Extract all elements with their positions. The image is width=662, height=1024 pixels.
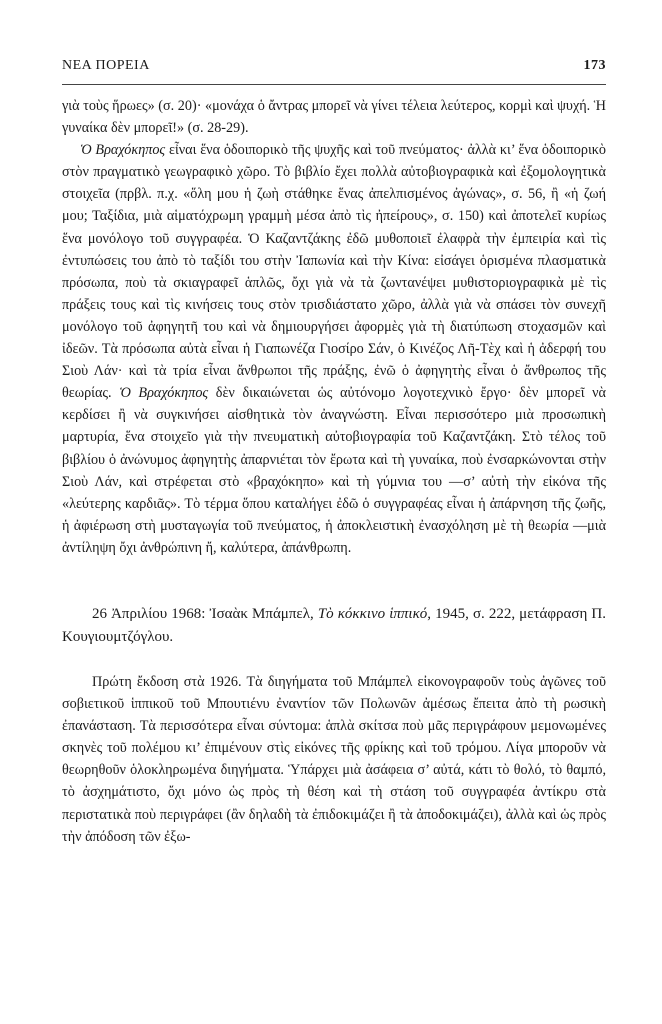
book-title: Ὁ Βραχόκηπος [80,142,166,159]
entry-paragraph: Πρώτη ἔκδοση στὰ 1926. Τὰ διηγήματα τοῦ Μπάμπελ εἰκονογραφοῦν τοὺς ἀγῶνες τοῦ σοβιετικοῦ ἱππικοῦ τοῦ Μπουτιένυ ἐναντίον τῶν Πολωνῶν ἀμέσως ἔπειτα ἀπὸ τὴ ρωσικὴ ἐπανάσταση. Τὰ περισσότερα εἶναι σύντομα: ἁπλὰ σκίτσα ποὺ μᾶς περιγράφουν μεμονωμένες σκηνὲς τοῦ πολέμου κι’ ἐπιμένουν στὶς εἰκόνες τῆς φρίκης καὶ τοῦ τρόμου. Λίγα μποροῦν νὰ θεωρηθοῦν ὁλοκληρωμένα διηγήματα. Ὑπάρχει μιὰ ἀσάφεια σ’ αὐτά, κάτι τὸ θολό, τὸ θαμπό, τὸ ἀσχημάτιστο, ὄχι μόνο ὡς πρὸς τὴ θέση καὶ τὴ στάση τοῦ συγγραφέα ἀντίκρυ στὰ περιστατικὰ ποὺ περιγράφει (ἂν δηλαδὴ τὰ ἐπιδοκιμάζει ἢ τὰ ἀποδοκιμάζει), ἀλλὰ καὶ ὡς πρὸς τὴν ἀπόδοση τῶν ἐξω- [62,673,606,845]
paragraph-main [62,139,606,559]
paragraph-text: εἶναι ἕνα ὁδοιπορικὸ τῆς ψυχῆς καὶ τοῦ πνεύματος· ἀλλὰ κι’ ἕνα ὁδοιπορικὸ στὸν πραγματικὸ γεωγραφικὸ χῶρο. Τὸ βιβλίο ἔχει πολλὰ αὐτοβιογραφικὰ καὶ ἐξομολογητικὰ στοιχεῖα (πρβλ. π.χ. «ὅλη μου ἡ ζωὴ στάθηκε ἕνας ἀπελπισμένος ἀγώνας», σ. 56, ἢ «ἡ ζωή μου; Ταξίδια, μιὰ αἱματόχρωμη γραμμὴ μέσα ἀπὸ τὶς ἠπείρους», σ. 150) καὶ ἀποτελεῖ κυρίως ἕνα μονόλογο τοῦ συγγραφέα. Ὁ Καζαντζάκης ἐδῶ μυθοποιεῖ ἐλαφρὰ τὴν ἐμπειρία καὶ τὶς ἐντυπώσεις του ἀπὸ τὸ ταξίδι του στὴν Ἰαπωνία καὶ τὴν Κίνα: εἰσάγει ὁρισμένα πλασματικὰ πρόσωπα, ποὺ τὰ σκιαγραφεῖ ἁπλῶς, ὄχι γιὰ νὰ τὰ ζωντανέψει μυθιστοριογραφικὰ μὲ τὶς πράξεις τους καὶ τὶς κινήσεις τους στὸν τρισδιάστατο χῶρο, ἀλλὰ γιὰ νὰ σπάσει τὸν συνεχῆ μονόλογο τοῦ ἀφηγητῆ του καὶ νὰ δημιουργήσει ἀφορμὲς γιὰ τὴ διατύπωση στοχασμῶν καὶ ἰδεῶν. Τὰ πρόσωπα αὐτὰ εἶναι ἡ Γιαπωνέζα Γιοσίρο Σάν, ὁ Κινέζος Λῆ-Τὲχ καὶ ἡ ἀδερφή του Σιοὺ Λάν· καὶ τὰ τρία εἶναι ἄνθρωποι τῆς πράξης, ἐνῶ ὁ ἀφηγητὴς εἶναι ὁ ἄνθρωπος τῆς θεωρίας. [62,142,607,402]
running-header [62,58,606,85]
paragraph-text-cont: δὲν δικαιώνεται ὡς αὐτόνομο λογοτεχνικὸ ἔργο· δὲν μπορεῖ νὰ κερδίσει ἢ νὰ συγκινήσει αἰσθητικὰ τὸν ἀναγνώστη. Εἶναι περισσότερο μιὰ προσωπικὴ μαρτυρία, ἕνα στοιχεῖο γιὰ τὴν πνευματικὴ αὐτοβιογραφία τοῦ Καζαντζάκη. Στὸ τέλος τοῦ βιβλίου ὁ ἀνώνυμος ἀφηγητὴς ἀπαρνιέται τὸν ἔρωτα καὶ τὴ γυναίκα, ποὺ ἐνσαρκώνονται στὴν Σιοὺ Λάν, καὶ στρέφεται στὸ «βραχόκηπο» καὶ τὴ γύμνια του —σ’ αὐτὴ τὴν εἰκόνα τῆς «λεύτερης καρδιᾶς». Τὸ τέρμα ὅπου καταλήγει ἐδῶ ὁ συγγραφέας εἶναι ἡ ἀπάρνηση τῆς ζωῆς, ἡ ἀφιέρωση στὴ μυσταγωγία τοῦ πνεύματος, ἡ ἀποκλειστικὴ ἐνασχόληση μὲ τὴ θεωρία —μιὰ ἀντίληψη ὄχι ἀνθρώπινη ἤ, καλύτερα, ἀπάνθρωπη. [62,385,606,556]
entry-book-title: Τὸ κόκκινο ἱππικό [317,605,428,622]
entry-heading [62,603,606,649]
entry-details: , 1945, σ. 222, μετάφραση Π. Κουγιουμτζόγλου. [62,605,606,645]
entry-author: Ἰσαὰκ Μπάμπελ, [209,605,318,622]
entry-date: 26 Ἀπριλίου 1968: [92,605,210,622]
paragraph-continuation: γιὰ τοὺς ἥρωες» (σ. 20)· «μονάχα ὁ ἄντρας μπορεῖ νὰ γίνει τέλεια λεύτερος, κορμὶ καὶ ψυχή. Ἡ γυναίκα δὲν μπορεῖ!» (σ. 28-29). [62,98,606,137]
page-number: 173 [583,58,606,73]
journal-title: ΝΕΑ ΠΟΡΕΙΑ [62,58,150,73]
review-kazantzakis [62,95,606,559]
page [62,58,606,848]
entry-body [62,671,606,848]
book-title-repeat: Ὁ Βραχόκηπος [119,385,209,402]
